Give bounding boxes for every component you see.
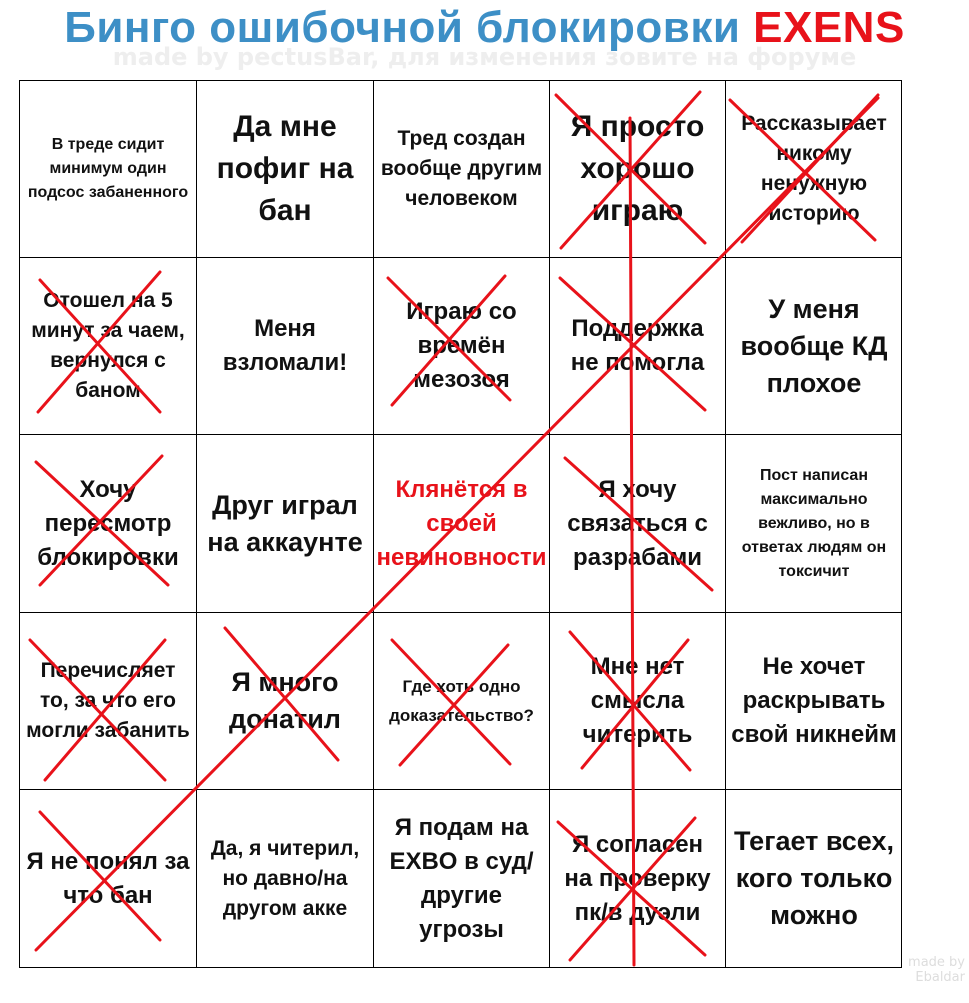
bingo-cell-r1c1[interactable] xyxy=(20,81,197,258)
cell-label: Я хочу связаться с разрабами xyxy=(567,475,708,571)
cell-label: Поддержка не помогла xyxy=(570,315,705,376)
bingo-cell-r2c4[interactable] xyxy=(550,258,726,435)
credit-watermark: made by pectusBar, для изменения зовите на форуме xyxy=(112,43,857,71)
bingo-cell-center[interactable] xyxy=(374,435,550,613)
bingo-cell-r5c3[interactable] xyxy=(374,790,550,967)
bingo-cell-r1c3[interactable] xyxy=(374,81,550,258)
bingo-cell-r2c1[interactable] xyxy=(20,258,197,435)
bingo-cell-r5c1[interactable] xyxy=(20,790,197,967)
bingo-cell-r5c4[interactable] xyxy=(550,790,726,967)
bingo-cell-r2c5[interactable] xyxy=(726,258,902,435)
cell-label: Не хочет раскрывать свой никнейм xyxy=(731,653,897,748)
bingo-cell-r2c2[interactable] xyxy=(197,258,374,435)
cell-label: Я согласен на проверку пк/в дуэли xyxy=(564,830,711,926)
cell-label: Играю со времён мезозоя xyxy=(406,298,517,393)
bingo-cell-r3c2[interactable] xyxy=(197,435,374,613)
bingo-cell-r2c3[interactable] xyxy=(374,258,550,435)
cell-label: Я не понял за что бан xyxy=(26,847,190,909)
cell-label: Где хоть одно доказательство? xyxy=(389,677,534,725)
title-brand: EXENS xyxy=(753,3,905,52)
corner-watermark: made by Ebaldar xyxy=(908,955,965,985)
cell-label: Меня взломали! xyxy=(222,315,348,376)
cell-label: Тегает всех, кого только можно xyxy=(734,826,894,930)
cell-label: Рассказывает никому ненужную историю xyxy=(741,112,887,225)
cell-label: Перечисляет то, за что его могли забанить xyxy=(26,659,190,742)
cell-label: Тред создан вообще другим человеком xyxy=(380,127,543,210)
bingo-cell-r1c5[interactable] xyxy=(726,81,902,258)
cell-label: Я много донатил xyxy=(229,667,341,734)
bingo-cell-r4c2[interactable] xyxy=(197,613,374,790)
bingo-cell-r1c4[interactable] xyxy=(550,81,726,258)
cell-label: Я подам на EXBO в суд/другие угрозы xyxy=(389,813,534,943)
bingo-cell-r4c5[interactable] xyxy=(726,613,902,790)
bingo-cell-r5c2[interactable] xyxy=(197,790,374,967)
bingo-board xyxy=(19,80,902,968)
cell-label: Да, я читерил, но давно/на другом акке xyxy=(210,836,360,920)
cell-label: Клянётся в своей невиновности xyxy=(376,475,547,571)
cell-label: Я просто хорошо играю xyxy=(570,110,705,227)
cell-label: Друг играл на аккаунте xyxy=(207,489,363,557)
bingo-cell-r4c1[interactable] xyxy=(20,613,197,790)
bingo-cell-r3c5[interactable] xyxy=(726,435,902,613)
bingo-cell-r5c5[interactable] xyxy=(726,790,902,967)
bingo-cell-r3c1[interactable] xyxy=(20,435,197,613)
bingo-cell-r1c2[interactable] xyxy=(197,81,374,258)
cell-label: В треде сидит минимум один подсос забаненного xyxy=(27,136,189,201)
cell-label: Мне нет смысла читерить xyxy=(582,653,693,748)
bingo-cell-r4c4[interactable] xyxy=(550,613,726,790)
bingo-cell-r4c3[interactable] xyxy=(374,613,550,790)
bingo-cell-r3c4[interactable] xyxy=(550,435,726,613)
title-text: Бинго ошибочной блокировки xyxy=(64,3,741,52)
cell-label: У меня вообще КД плохое xyxy=(740,293,888,398)
cell-label: Пост написан максимально вежливо, но в ответах людям он токсичит xyxy=(741,466,887,580)
cell-label: Да мне пофиг на бан xyxy=(216,110,354,227)
cell-label: Хочу пересмотр блокировки xyxy=(37,475,179,571)
cell-label: Отошел на 5 минут за чаем, вернулся с баном xyxy=(31,289,185,402)
